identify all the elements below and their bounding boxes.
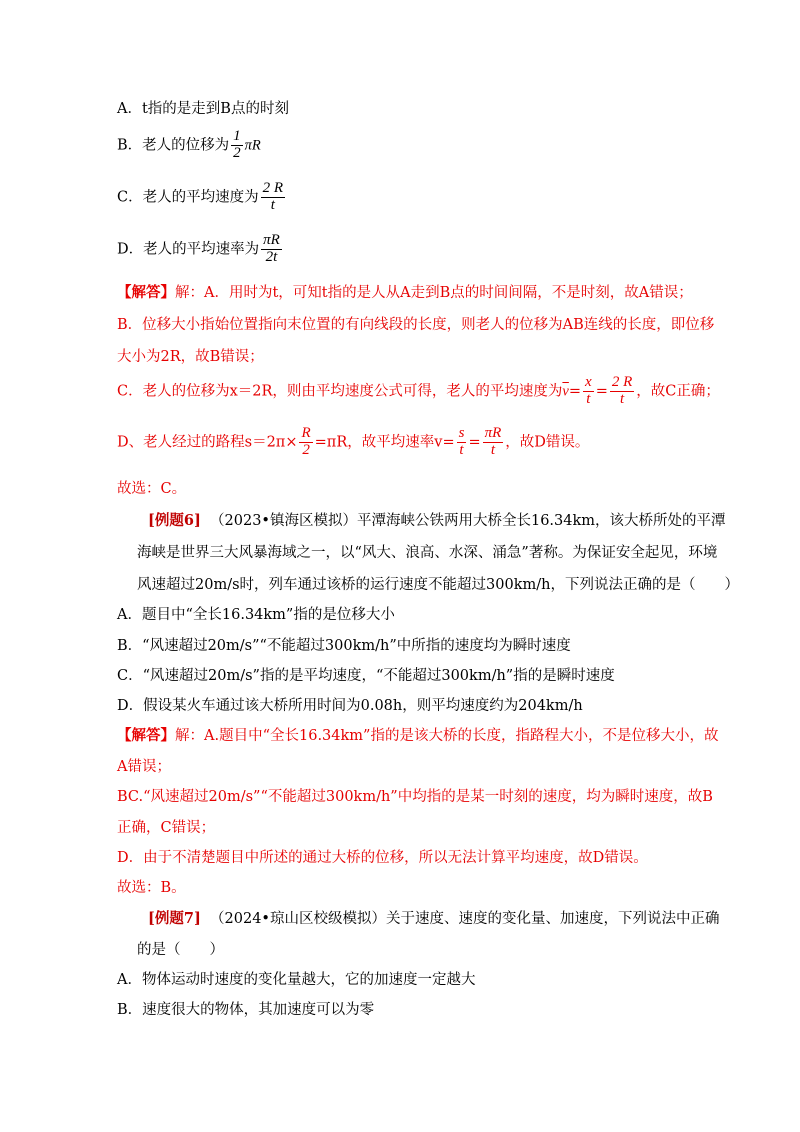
fraction-2r-over-t: $\frac{2 R}{t}$ <box>611 374 633 407</box>
answer-2: 故选：B。 <box>117 880 186 896</box>
answer-1: 故选：C。 <box>117 481 187 497</box>
fraction-x-over-t: $\frac{x}{t}$ <box>585 374 592 407</box>
option-d <box>117 233 284 266</box>
example-6-option-c: C．“风速超过20m/s”指的是平均速度，“不能超过300km/h”指的是瞬时速度 <box>117 668 615 684</box>
average-velocity-symbol: $\overline{v}$ <box>562 383 569 400</box>
example-7-line-2: 的是（ ） <box>137 942 224 958</box>
example-6-line-2: 海峡是世界三大风暴海域之一，以“风大、浪高、水深、涌急”著称。为保证安全起见，环境 <box>137 545 718 561</box>
example-7-label: [例题7] <box>148 910 201 927</box>
example-7-line-1: [例题7] （2024•琼山区校级模拟）关于速度、速度的变化量、加速度，下列说法中正确 <box>148 910 720 927</box>
solution-1-line-3: 大小为2R，故B错误； <box>117 349 264 365</box>
solution-2-line-2: A错误； <box>117 759 171 775</box>
example-6-line-1: [例题6] （2023•镇海区模拟）平潭海峡公铁两用大桥全长16.34km，该大桥所处的平潭 <box>148 512 726 529</box>
option-b-tail: πR <box>244 137 261 154</box>
example-6-option-d: D．假设某火车通过该大桥所用时间为0.08h，则平均速度约为204km/h <box>117 698 583 714</box>
solution-2-line-1: 【解答】解：A.题目中“全长16.34km”指的是该大桥的长度，指路程大小，不是位移大小，故 <box>117 727 719 744</box>
example-6-line-3: 风速超过20m/s时，列车通过该桥的运行速度不能超过300km/h，下列说法正确的是（ ） <box>137 577 739 593</box>
fraction-pir-over-t: $\frac{\pi R}{t}$ <box>484 425 502 458</box>
solution-2-line-3: BC.“风速超过20m/s”“不能超过300km/h”中均指的是某一时刻的速度，均为瞬时速度，故B <box>117 789 713 805</box>
example-6-option-a: A．题目中“全长16.34km”指的是位移大小 <box>117 607 395 623</box>
option-d-fraction: $\frac{\pi R}{2t}$ <box>263 232 280 265</box>
example-6-label: [例题6] <box>148 512 201 529</box>
example-7-option-b: B．速度很大的物体，其加速度可以为零 <box>117 1002 375 1018</box>
option-d-text: D．老人的平均速率为 <box>117 241 260 258</box>
solution-1-line-4: C．老人的位移为x＝2R，则由平均速度公式可得，老人的平均速度为$\overline{v}=$ $\frac{x}{t}$ = $\frac{2 R}{t}$ ，故C正确； <box>117 374 720 407</box>
solution-tag: 【解答】 <box>117 284 175 301</box>
option-c-fraction: $\frac{2 R}{t}$ <box>262 180 284 213</box>
solution-1-line-5: D、老人经过的路程s＝2π× $\frac{R}{2}$ =πR，故平均速率v= $\frac{s}{t}$ = $\frac{\pi R}{t}$ ，故D错误。 <box>117 425 590 458</box>
option-b-text: B．老人的位移为 <box>117 137 230 154</box>
solution-1-line-1: 【解答】解：A．用时为t，可知t指的是人从A走到B点的时间间隔，不是时刻，故A错误； <box>117 284 693 301</box>
option-b <box>117 129 261 162</box>
solution-1-line-2: B．位移大小指始位置指向末位置的有向线段的长度，则老人的位移为AB连线的长度，即位移 <box>117 317 715 333</box>
fraction-s-over-t: $\frac{s}{t}$ <box>458 425 465 458</box>
solution-2-line-4: 正确，C错误； <box>117 820 216 836</box>
example-6-option-b: B．“风速超过20m/s”“不能超过300km/h”中所指的速度均为瞬时速度 <box>117 638 571 654</box>
option-b-fraction: $\frac{1}{2}$ <box>233 128 241 161</box>
option-c <box>117 181 287 214</box>
option-c-text: C．老人的平均速度为 <box>117 189 259 206</box>
fraction-r-over-2: $\frac{R}{2}$ <box>301 425 311 458</box>
solution-tag: 【解答】 <box>117 727 175 744</box>
option-a: A．t指的是走到B点的时刻 <box>117 101 289 117</box>
example-7-option-a: A．物体运动时速度的变化量越大，它的加速度一定越大 <box>117 972 476 988</box>
solution-2-line-5: D．由于不清楚题目中所述的通过大桥的位移，所以无法计算平均速度，故D错误。 <box>117 850 648 866</box>
